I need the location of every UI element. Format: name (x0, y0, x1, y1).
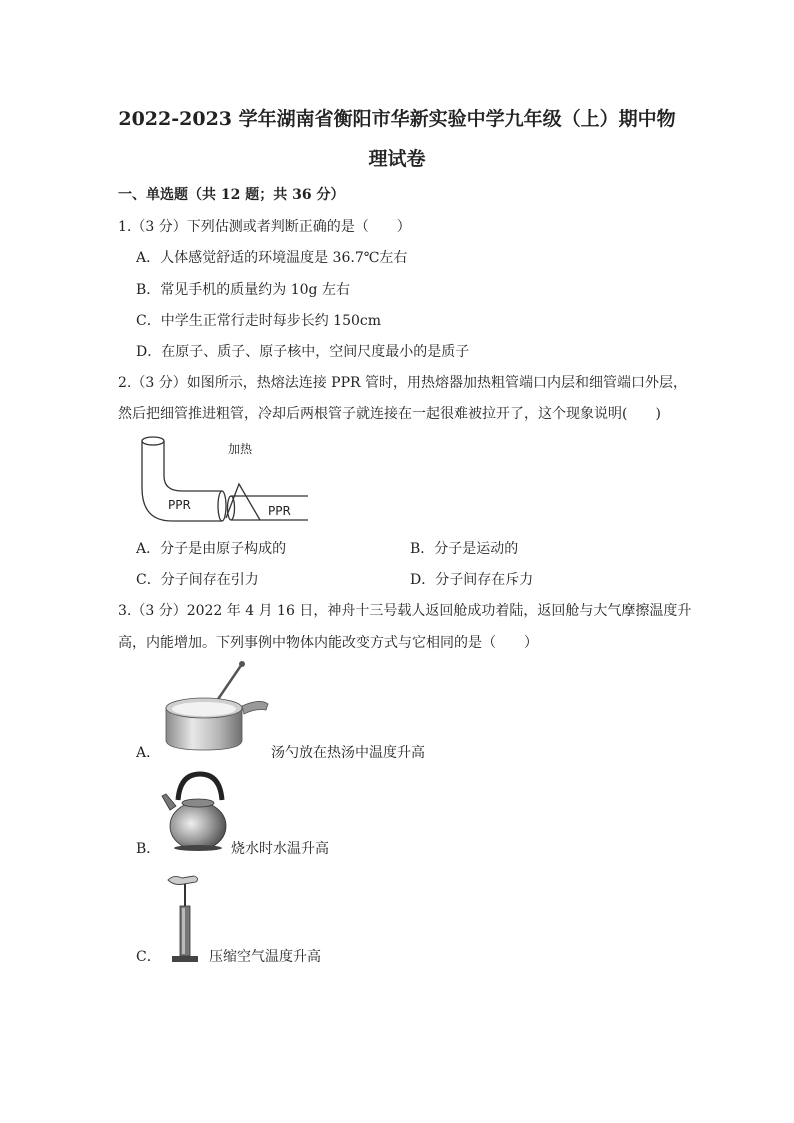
question-1-option-b: B．常见手机的质量约为 10g 左右 (136, 282, 350, 298)
question-2-stem-line2: 然后把细管推进粗管，冷却后两根管子就连接在一起很难被拉开了，这个现象说明( ) (118, 406, 661, 422)
question-3-option-c-letter: C． (136, 949, 161, 965)
question-1-stem: 1.（3 分）下列估测或者判断正确的是（ ） (118, 219, 411, 235)
exam-title-line1: 2022-2023 学年湖南省衡阳市华新实验中学九年级（上）期中物 (118, 108, 676, 130)
ppr-pipe-figure (130, 436, 315, 528)
kettle-image (160, 770, 232, 852)
question-1-option-a: A．人体感觉舒适的环境温度是 36.7℃左右 (136, 250, 408, 266)
question-3-stem-line2: 高，内能增加。下列事例中物体内能改变方式与它相同的是（ ） (118, 635, 538, 651)
heat-label: 加热 (228, 442, 253, 456)
ppr-label-thin-pipe: PPR (268, 504, 291, 518)
question-1-option-c: C．中学生正常行走时每步长约 150cm (136, 313, 381, 329)
air-compression-image (160, 872, 210, 967)
question-3-option-c-text: 压缩空气温度升高 (209, 949, 321, 965)
ppr-pipe-diagram (130, 436, 315, 528)
question-3-option-b-letter: B． (136, 841, 161, 857)
soup-pot-with-spoon-icon (160, 658, 270, 754)
question-3-stem-line1: 3.（3 分）2022 年 4 月 16 日，神舟十三号载人返回舱成功着陆，返回舱与大气摩擦温度升 (118, 603, 692, 619)
exam-title-line2: 理试卷 (368, 148, 426, 170)
question-3-option-a-text: 汤勺放在热汤中温度升高 (271, 745, 425, 761)
question-2-stem-line1: 2.（3 分）如图所示，热熔法连接 PPR 管时，用热熔器加热粗管端口内层和细管端口外层， (118, 375, 687, 391)
question-3-option-a-letter: A． (136, 745, 161, 761)
ppr-label-thick-pipe: PPR (168, 498, 191, 512)
question-2-option-c: C．分子间存在引力 (136, 572, 259, 588)
question-2-option-a: A．分子是由原子构成的 (136, 541, 287, 557)
section-heading: 一、单选题（共 12 题；共 36 分） (118, 187, 345, 203)
question-2-option-b: B．分子是运动的 (410, 541, 519, 557)
air-compression-tube-icon (160, 872, 210, 967)
soup-pot-image (160, 658, 270, 754)
question-2-option-d: D．分子间存在斥力 (410, 572, 534, 588)
kettle-icon (160, 770, 232, 852)
question-1-option-d: D．在原子、质子、原子核中，空间尺度最小的是质子 (136, 344, 470, 360)
question-3-option-b-text: 烧水时水温升高 (231, 841, 329, 857)
